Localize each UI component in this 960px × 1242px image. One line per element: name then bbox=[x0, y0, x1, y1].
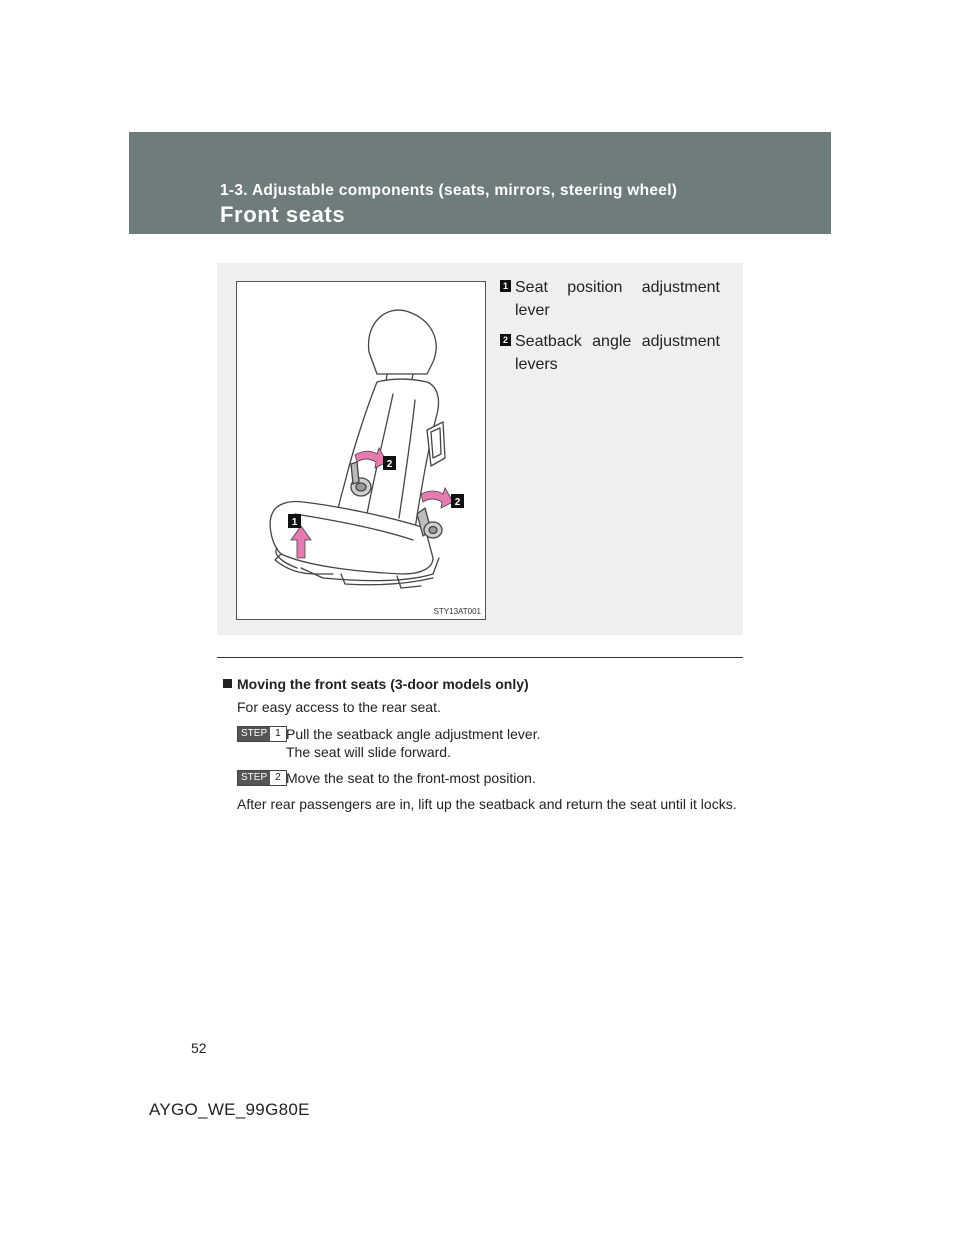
callout-upper-recline: 2 bbox=[386, 459, 393, 470]
step-1 bbox=[223, 725, 743, 761]
step-label: STEP bbox=[238, 771, 270, 785]
subheading bbox=[223, 675, 743, 693]
legend-number: 2 bbox=[500, 334, 511, 346]
bullet-square-icon bbox=[223, 679, 232, 688]
seat-drawing bbox=[237, 282, 485, 619]
step-number: 1 bbox=[270, 727, 286, 741]
figure-code: STY13AT001 bbox=[433, 607, 481, 616]
subheading-text: Moving the front seats (3-door models only) bbox=[237, 676, 529, 692]
step-text: Move the seat to the front-most position. bbox=[286, 770, 536, 786]
legend-text: Seatback angle adjustment levers bbox=[515, 333, 720, 373]
section-title: 1-3. Adjustable components (seats, mirrors, steering wheel) bbox=[220, 182, 678, 199]
figure-panel bbox=[217, 263, 743, 635]
chapter-header bbox=[129, 132, 831, 234]
legend-item bbox=[500, 330, 720, 376]
step-badge bbox=[237, 726, 287, 742]
callout-lower-recline: 2 bbox=[454, 497, 461, 508]
step-text: Pull the seatback angle adjustment lever. bbox=[286, 726, 541, 742]
step-number: 2 bbox=[270, 771, 286, 785]
seat-illustration bbox=[236, 281, 486, 620]
page-title: Front seats bbox=[220, 202, 346, 227]
divider bbox=[217, 657, 743, 658]
legend-number: 1 bbox=[500, 280, 511, 292]
legend-item bbox=[500, 276, 720, 322]
page-number: 52 bbox=[191, 1040, 207, 1056]
step-2 bbox=[223, 769, 743, 787]
closing-text: After rear passengers are in, lift up the seatback and return the seat until it locks. bbox=[237, 796, 737, 812]
step-badge bbox=[237, 770, 287, 786]
legend-text: Seat position adjustment lever bbox=[515, 279, 720, 319]
step-label: STEP bbox=[238, 727, 270, 741]
step-subtext: The seat will slide forward. bbox=[286, 744, 451, 760]
intro-text: For easy access to the rear seat. bbox=[237, 699, 441, 715]
content-body bbox=[223, 675, 743, 814]
legend bbox=[500, 276, 720, 384]
footer-code: AYGO_WE_99G80E bbox=[149, 1100, 310, 1119]
callout-slide-lever: 1 bbox=[291, 517, 298, 528]
